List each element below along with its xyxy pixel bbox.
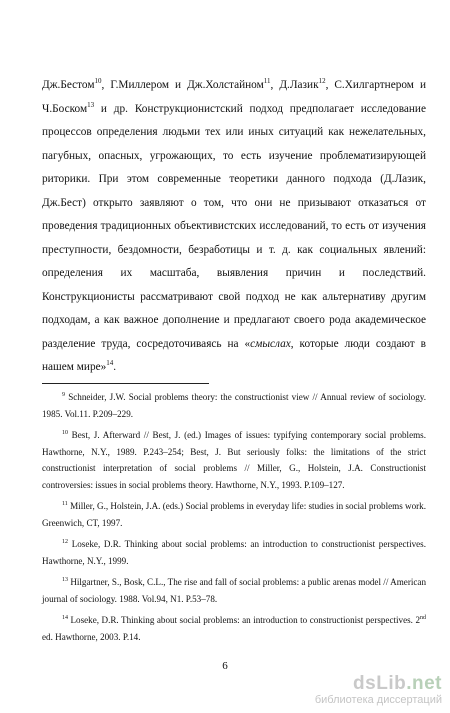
footnote-ref: 10: [94, 77, 102, 86]
footnote-number: 9: [62, 391, 65, 398]
watermark: [315, 674, 442, 707]
text-segment: , которые люди создают в нашем мире»: [42, 337, 426, 373]
footnote-number: 11: [62, 500, 68, 507]
text-segment: и др. Конструкционистский подход предполагает исследование процессов определения людьми тех или иных ситуаций как нежелательных, пагубных, опасных, угрожающих, то есть изучение проблематизирующей риторики. При этом современные теоретики данного подхода (Д.Лазик, Дж.Бест) открыто заявляют о том, что они не призывают отказаться от проведения традиционных объективистских исследований, то есть от изучения преступности, бездомности, безработицы и т. д. как социальных явлений: определения их масштаба, выявления причин и последствий. Конструкционисты рассматривают свой подход не как альтернативу другим подходам, а как важное дополнение и предлагают своего рода академическое разделение труда, сосредоточиваясь на «: [42, 102, 426, 350]
footnote-ref: 14: [106, 359, 114, 368]
text-segment: , С.Хилгартнером и Ч.Боском: [42, 79, 427, 115]
footnote: [42, 498, 426, 531]
footnote-text: Loseke, D.R. Thinking about social problems: an introduction to constructionist perspectives. 2: [70, 615, 420, 625]
footnote-ref: 11: [263, 77, 271, 86]
footnote-number: 14: [62, 614, 68, 621]
footnotes: [42, 389, 426, 650]
italic-term: смыслах: [250, 337, 291, 350]
footnote-text: Miller, G., Holstein, J.A. (eds.) Social problems in everyday life: studies in social problems work. Greenwich, CT, 1997.: [42, 501, 426, 528]
footnote: [42, 427, 426, 493]
footnote: [42, 612, 426, 645]
main-text: [42, 74, 426, 380]
text-segment: , Г.Миллером и Дж.Холстайном: [101, 79, 264, 91]
text-segment: , Д.Лазик: [270, 79, 319, 91]
ordinal-suffix: nd: [420, 614, 426, 621]
footnote-text: Best, J. Afterward // Best, J. (ed.) Images of issues: typifying contemporary social problems. Hawthorne, N.Y., 1989. P.243–254; Best, J. But seriously folks: the limitations of the strict constructionist interpretation of social problems // Miller, G., Holstein, J.A. Constructionist controversies: issues in social problems theory. Hawthorne, N.Y., 1993. P.109–127.: [42, 430, 426, 490]
footnote-ref: 12: [318, 77, 326, 86]
footnote-text: Loseke, D.R. Thinking about social problems: an introduction to constructionist perspectives. Hawthorne, N.Y., 1999.: [42, 539, 426, 566]
watermark-logo-main: dsLib: [353, 673, 407, 694]
footnote-text: Schneider, J.W. Social problems theory: the constructionist view // Annual review of sociology. 1985. Vol.11. P.209–229.: [42, 392, 426, 419]
footnote-ref: 13: [87, 100, 95, 109]
watermark-logo-accent: .net: [406, 673, 442, 694]
body-paragraph: [42, 74, 426, 380]
footnote-number: 12: [62, 538, 68, 545]
footnote-number: 10: [62, 429, 68, 436]
text-segment: .: [113, 361, 117, 373]
footnote: [42, 574, 426, 607]
footnote-number: 13: [62, 576, 68, 583]
footnote-text-cont: ed. Hawthorne, 2003. P.14.: [42, 631, 141, 642]
footnote-text: Hilgartner, S., Bosk, C.L., The rise and fall of social problems: a public arenas model // American journal of sociology. 1988. Vol.94, N1. P.53–78.: [42, 577, 426, 604]
watermark-logo: [315, 674, 442, 694]
watermark-subtitle: библиотека диссертаций: [314, 694, 442, 706]
footnote-separator: [42, 383, 209, 384]
text-segment: Дж.Бестом: [42, 79, 95, 91]
page-number: 6: [222, 660, 228, 672]
footnote: [42, 389, 426, 422]
footnote: [42, 536, 426, 569]
